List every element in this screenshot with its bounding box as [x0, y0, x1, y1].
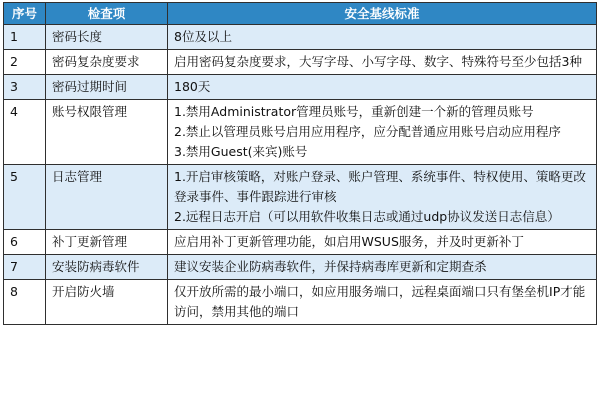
row-no: 2 — [4, 50, 46, 75]
standard-line: 应启用补丁更新管理功能，如启用WSUS服务，并及时更新补丁 — [174, 234, 524, 249]
row-item: 日志管理 — [46, 165, 168, 230]
row-standard — [168, 280, 597, 325]
table-header-row — [4, 3, 597, 25]
table-row — [4, 255, 597, 280]
table-row — [4, 50, 597, 75]
row-no: 6 — [4, 230, 46, 255]
table-row — [4, 100, 597, 165]
row-no: 1 — [4, 25, 46, 50]
row-no: 7 — [4, 255, 46, 280]
row-item: 开启防火墙 — [46, 280, 168, 325]
row-standard — [168, 75, 597, 100]
row-no: 4 — [4, 100, 46, 165]
security-baseline-table — [3, 2, 597, 325]
table-row — [4, 165, 597, 230]
row-no: 5 — [4, 165, 46, 230]
row-item: 账号权限管理 — [46, 100, 168, 165]
header-standard: 安全基线标准 — [168, 3, 597, 25]
header-no: 序号 — [4, 3, 46, 25]
standard-line: 1.开启审核策略，对账户登录、账户管理、系统事件、特权使用、策略更改登录事件、事件跟踪进行审核 — [174, 169, 586, 204]
standard-line: 8位及以上 — [174, 29, 232, 44]
standard-line: 180天 — [174, 79, 211, 94]
standard-line: 1.禁用Administrator管理员账号，重新创建一个新的管理员账号 — [174, 104, 534, 119]
row-standard — [168, 50, 597, 75]
row-standard — [168, 100, 597, 165]
standard-line: 2.远程日志开启（可以用软件收集日志或通过udp协议发送日志信息） — [174, 209, 560, 224]
row-standard — [168, 230, 597, 255]
standard-line: 2.禁止以管理员账号启用应用程序，应分配普通应用账号启动应用程序 — [174, 124, 561, 139]
standard-line: 3.禁用Guest(来宾)账号 — [174, 144, 308, 159]
standard-line: 建议安装企业防病毒软件，并保持病毒库更新和定期查杀 — [174, 259, 487, 274]
standard-line: 启用密码复杂度要求，大写字母、小写字母、数字、特殊符号至少包括3种 — [174, 54, 582, 69]
row-item: 密码过期时间 — [46, 75, 168, 100]
row-standard — [168, 255, 597, 280]
table-row — [4, 75, 597, 100]
row-item: 安装防病毒软件 — [46, 255, 168, 280]
table-row — [4, 25, 597, 50]
table-row — [4, 280, 597, 325]
row-no: 3 — [4, 75, 46, 100]
row-item: 密码复杂度要求 — [46, 50, 168, 75]
row-no: 8 — [4, 280, 46, 325]
row-standard — [168, 25, 597, 50]
header-item: 检查项 — [46, 3, 168, 25]
table-row — [4, 230, 597, 255]
row-item: 密码长度 — [46, 25, 168, 50]
row-standard — [168, 165, 597, 230]
standard-line: 仅开放所需的最小端口，如应用服务端口，远程桌面端口只有堡垒机IP才能访问，禁用其他的端口 — [174, 284, 586, 319]
row-item: 补丁更新管理 — [46, 230, 168, 255]
